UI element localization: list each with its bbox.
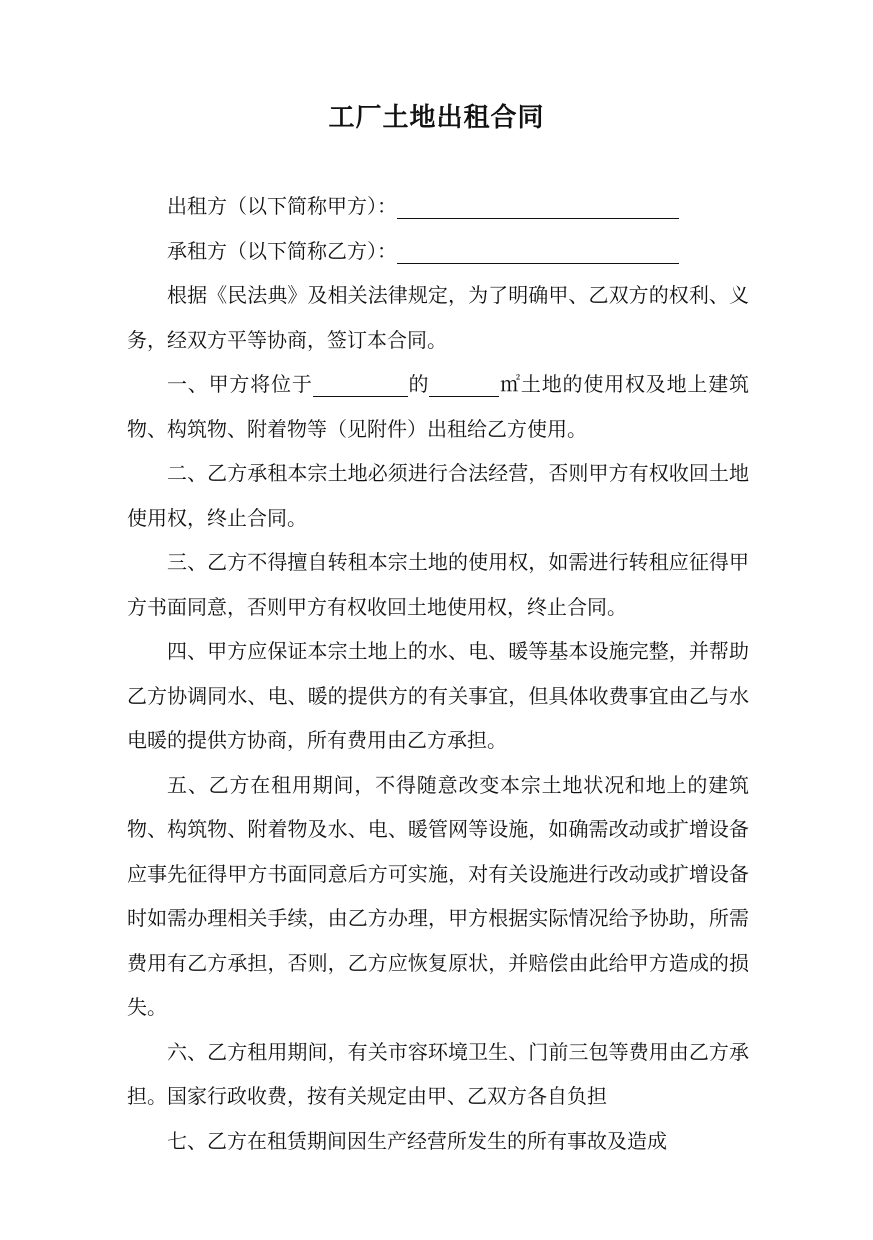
- intro-paragraph: 根据《民法典》及相关法律规定，为了明确甲、乙双方的权利、义务，经双方平等协商，签订本合同。: [127, 283, 749, 352]
- document-body: [127, 184, 749, 1163]
- lessee-blank: [397, 241, 679, 264]
- lessor-label: 出租方（以下简称甲方）：: [167, 194, 397, 218]
- location-blank: [313, 374, 408, 397]
- lessee-line: [127, 229, 749, 274]
- clause-3: 三、乙方不得擅自转租本宗土地的使用权，如需进行转租应征得甲方书面同意，否则甲方有权收回土地使用权，终止合同。: [127, 550, 749, 619]
- clause-6: 六、乙方租用期间，有关市容环境卫生、门前三包等费用由乙方承担。国家行政收费，按有关规定由甲、乙双方各自负担: [127, 1039, 749, 1108]
- clause-1-part-b: 的: [407, 372, 430, 396]
- document-title: 工厂土地出租合同: [328, 103, 545, 133]
- clause-1: [127, 362, 749, 451]
- clause-4: 四、甲方应保证本宗土地上的水、电、暖等基本设施完整，并帮助乙方协调同水、电、暖的提供方的有关事宜，但具体收费事宜由乙与水电暖的提供方协商，所有费用由乙方承担。: [127, 639, 749, 752]
- lessor-line: [127, 184, 749, 229]
- clause-7: 七、乙方在租赁期间因生产经营所发生的所有事故及造成: [167, 1128, 667, 1153]
- lessor-blank: [397, 196, 679, 219]
- clause-1-part-a: 一、甲方将位于: [167, 372, 313, 396]
- area-blank: [429, 374, 499, 397]
- clause-2: 二、乙方承租本宗土地必须进行合法经营，否则甲方有权收回土地使用权，终止合同。: [127, 461, 749, 530]
- clause-5: 五、乙方在租用期间，不得随意改变本宗土地状况和地上的建筑物、构筑物、附着物及水、电、暖管网等设施，如确需改动或扩增设备应事先征得甲方书面同意后方可实施，对有关设施进行改动或扩增设备时如需办理相关手续，由乙方办理，甲方根据实际情况给予协助，所需费用有乙方承担，否则，乙方应恢复原状，并赔偿由此给甲方造成的损失。: [127, 772, 749, 1019]
- lessee-label: 承租方（以下简称乙方）：: [167, 238, 397, 263]
- clause-1-part-c: ㎡土地的使用权及地上建筑物、构筑物、附着物等（见附件）出租给乙方使用。: [127, 372, 750, 441]
